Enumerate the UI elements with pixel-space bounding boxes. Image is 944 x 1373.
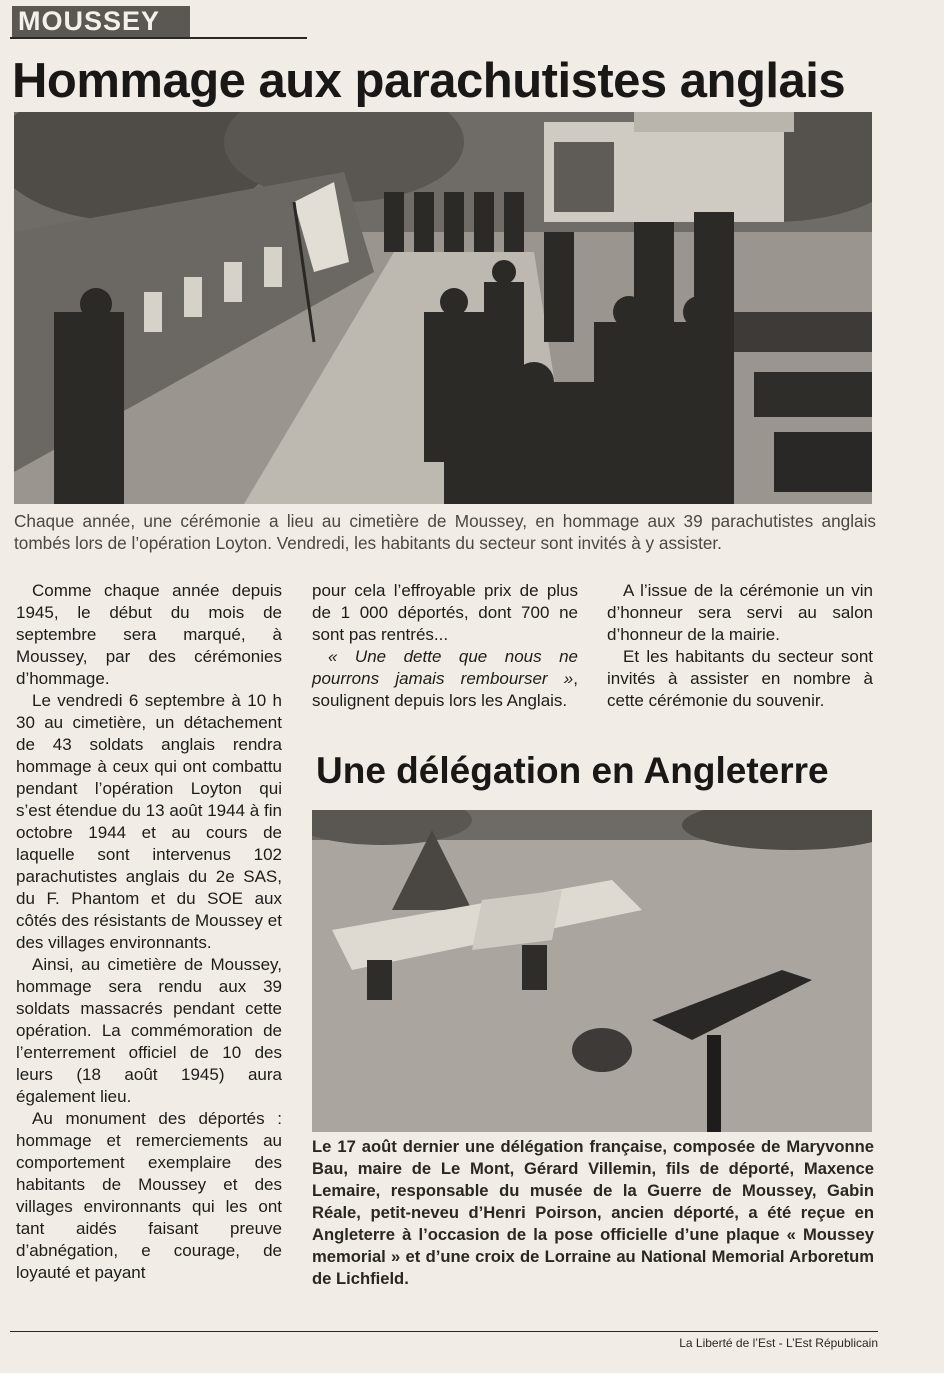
memorial-photo [312, 810, 872, 1132]
photo-caption-ceremony: Chaque année, une cérémonie a lieu au cimetière de Moussey, en hommage aux 39 parachutistes anglais tombés lors de l’opération Loyton. Vendredi, les habitants du secteur sont invités à y assister. [14, 511, 876, 553]
paragraph: Comme chaque année depuis 1945, le début du mois de septembre sera marqué, à Moussey, par des cérémonies d’hommage. [16, 581, 282, 688]
quote: « Une dette que nous ne pourrons jamais rembourser » [312, 647, 578, 688]
paragraph: A l’issue de la cérémonie un vin d’honneur sera servi au salon d’honneur de la mairie. [607, 581, 873, 644]
paragraph: Ainsi, au cimetière de Moussey, hommage sera rendu aux 39 soldats massacrés pendant cette opération. La commémoration de l’enterrement officiel de 10 des leurs (18 août 1945) aura également lieu. [16, 955, 282, 1106]
headline: Hommage aux parachutistes anglais [12, 54, 846, 108]
article-column-2 [312, 580, 578, 712]
bottom-rule [10, 1331, 878, 1332]
publication-credit: La Liberté de l’Est - L’Est Républicain [679, 1336, 878, 1350]
ceremony-photo-illustration [14, 112, 872, 504]
paragraph: pour cela l’effroyable prix de plus de 1 000 déportés, dont 700 ne sont pas rentrés... [312, 581, 578, 644]
section-label: MOUSSEY [12, 6, 190, 37]
paragraph: Au monument des déportés : hommage et remerciements au comportement exemplaire des habitants de Moussey et des villages environnants qui les ont tant aidés faisant preuve d’abnégation, e courage, de loyauté et payant [16, 1109, 282, 1282]
paragraph [312, 646, 578, 712]
subheadline: Une délégation en Angleterre [316, 750, 829, 791]
article-column-1 [16, 580, 282, 1284]
memorial-photo-illustration [312, 810, 872, 1132]
photo-caption-memorial: Le 17 août dernier une délégation française, composée de Maryvonne Bau, maire de Le Mont, Gérard Villemin, fils de déporté, Maxence Lemaire, responsable du musée de la Guerre de Moussey, Gabin Réale, petit-neveu d’Henri Poirson, ancien déporté, a été reçue en Angleterre à l’occasion de la pose officielle d’une plaque « Moussey memorial » et d’une croix de Lorraine au National Memorial Arboretum de Lichfield. [312, 1137, 874, 1288]
ceremony-photo [14, 112, 872, 504]
paragraph: Et les habitants du secteur sont invités à assister en nombre à cette cérémonie du souvenir. [607, 647, 873, 710]
article-column-3 [607, 580, 873, 712]
top-rule [10, 37, 307, 39]
paragraph: Le vendredi 6 septembre à 10 h 30 au cimetière, un détachement de 43 soldats anglais rendra hommage à ceux qui ont combattu pendant l’opération Loyton qui s’est étendue du 13 août 1944 à fin octobre 1944 et au cours de laquelle sont intervenus 102 parachutistes anglais du 2e SAS, du F. Phantom et du SOE aux côtés des résistants de Moussey et des villages environnants. [16, 691, 282, 952]
quote-attribution: , soulignent depuis lors les Anglais. [312, 669, 578, 710]
